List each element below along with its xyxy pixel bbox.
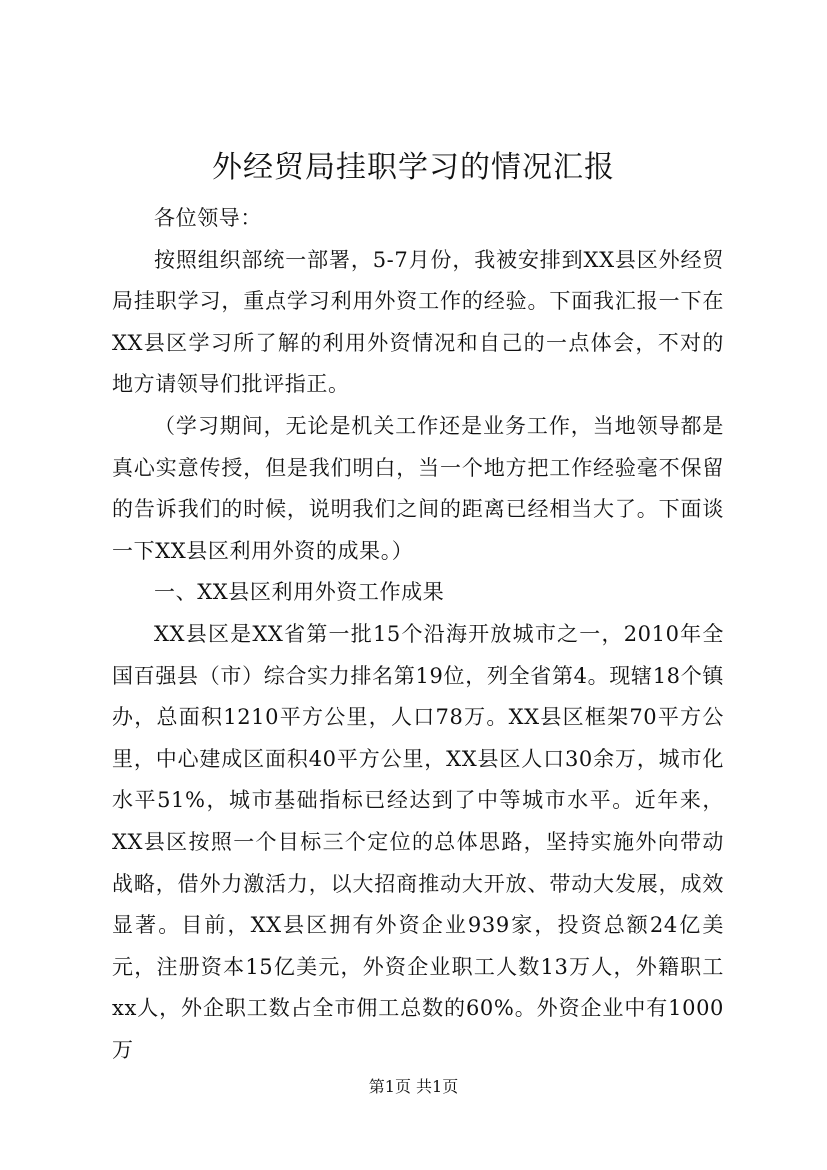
- results-paragraph: XX县区是XX省第一批15个沿海开放城市之一，2010年全国百强县（市）综合实力排名第19位，列全省第4。现辖18个镇办，总面积1210平方公里，人口78万。XX县区框架70平方公里，中心建成区面积40平方公里，XX县区人口30余万，城市化水平51%，城市基础指标已经达到了中等城市水平。近年来，XX县区按照一个目标三个定位的总体思路，坚持实施外向带动战略，借外力激活力，以大招商推动大开放、带动大发展，成效显著。目前，XX县区拥有外资企业939家，投资总额24亿美元，注册资本15亿美元，外资企业职工人数13万人，外籍职工xx人，外企职工数占全市佣工总数的60%。外资企业中有1000万: [112, 621, 724, 1062]
- page-footer: 第1页 共1页: [368, 1077, 459, 1096]
- note-paragraph: （学习期间，无论是机关工作还是业务工作，当地领导都是真心实意传授，但是我们明白，当一个地方把工作经验毫不保留的告诉我们的时候，说明我们之间的距离已经相当大了。下面谈一下XX县区利用外资的成果。）: [112, 413, 724, 563]
- section-heading: 一、XX县区利用外资工作成果: [154, 580, 445, 605]
- document-body: [112, 198, 724, 1071]
- salutation-paragraph: 各位领导：: [154, 206, 262, 230]
- intro-paragraph: 按照组织部统一部署，5-7月份，我被安排到XX县区外经贸局挂职学习，重点学习利用外资工作的经验。下面我汇报一下在XX县区学习所了解的利用外资情况和自己的一点体会，不对的地方请领导们批评指正。: [112, 247, 724, 397]
- document-title: 外经贸局挂职学习的情况汇报: [212, 150, 615, 185]
